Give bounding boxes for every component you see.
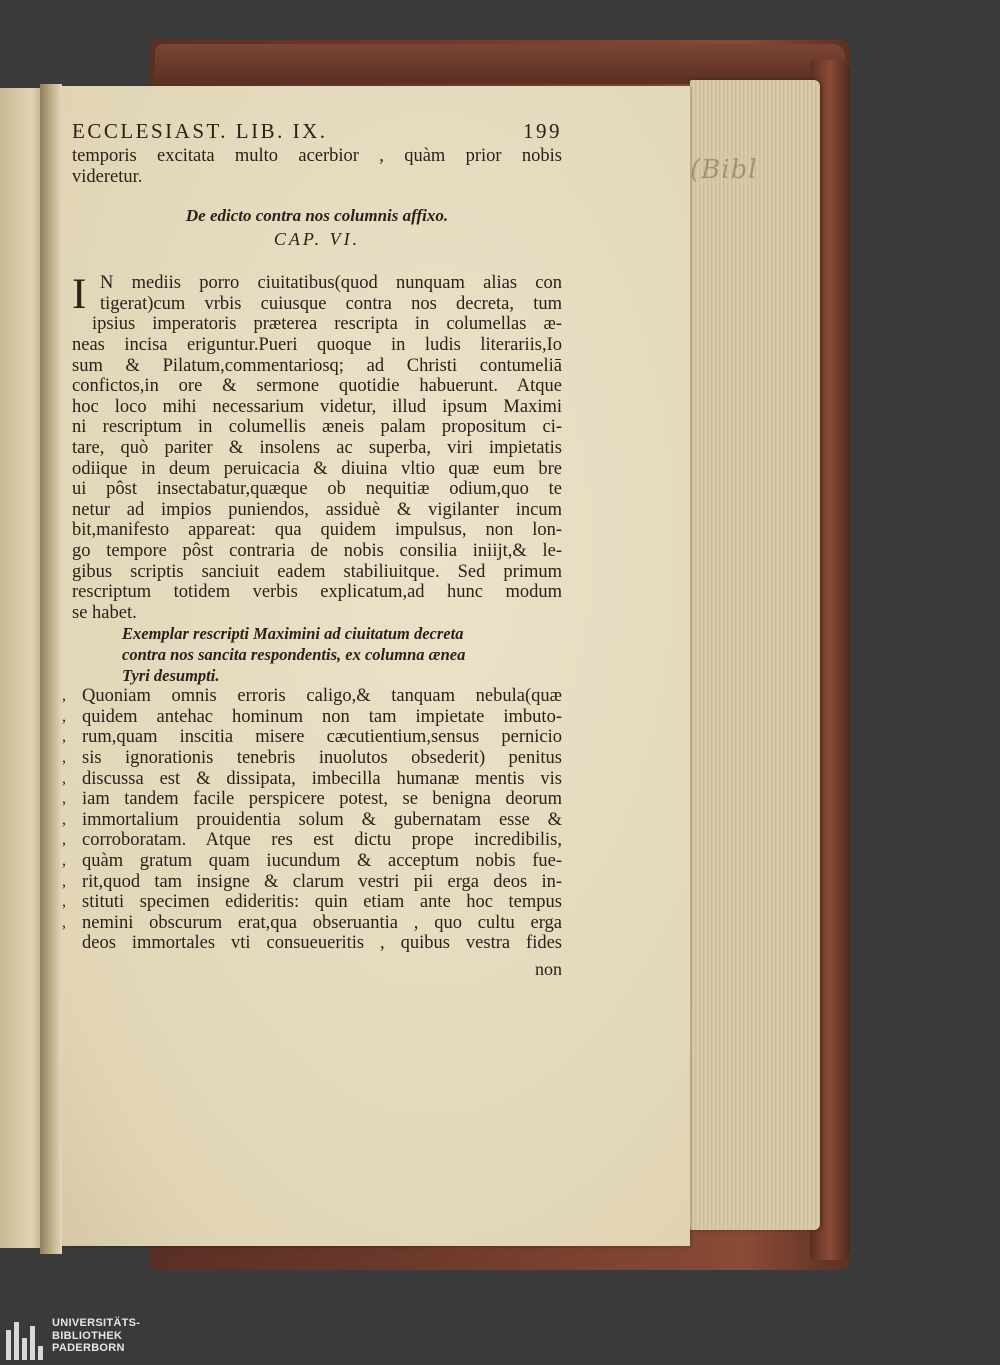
text-line: videretur. (72, 166, 143, 187)
text-line: go tempore pôst contraria de nobis consilia iniijt,& le- (72, 540, 562, 561)
excerpt-title-line: Exemplar rescripti Maximini ad ciuitatum decreta (122, 624, 464, 644)
text-line: sum & Pilatum,commentariosq; ad Christi contumeliā (72, 355, 562, 376)
text-line: tare, quò pariter & insolens ac superba, viri impietatis (72, 437, 562, 458)
text-line: sis ignorationis tenebris inuolutos obsederit) penitus (82, 748, 562, 769)
margin-handwriting: (Bibl (690, 155, 758, 185)
running-head-title: ECCLESIAST. LIB. IX. (72, 119, 328, 143)
chapter-heading: De edicto contra nos columnis affixo. (185, 206, 449, 226)
text-line: rescriptum totidem verbis explicatum,ad hunc modum (72, 582, 562, 603)
text-line: confictos,in ore & sermone quotidie habuerunt. Atque (72, 376, 562, 397)
text-line: tigerat)cum vrbis cuiusque contra nos decreta, tum (100, 293, 562, 314)
excerpt-title-line: contra nos sancita respondentis, ex columna ænea (122, 645, 466, 665)
text-line: odiique in deum peruicacia & diuina vltio quæ eum bre (72, 458, 562, 479)
quote-mark: , (62, 749, 66, 767)
text-line: ni rescriptum in columellis æneis palam propositum ci- (72, 417, 562, 438)
text-line: quàm gratum quam iucundum & acceptum nobis fue- (82, 851, 562, 872)
page-gutter (40, 84, 62, 1254)
text-line: nemini obscurum erat,qua obseruantia , quo cultu erga (82, 912, 562, 933)
text-line: rit,quod tam insigne & clarum vestri pii erga deos in- (82, 871, 562, 892)
text-line: ui pôst insectabatur,quæque ob nequitiæ odium,quo te (72, 479, 562, 500)
text-line: N mediis porro ciuitatibus(quod nunquam alias con (100, 273, 562, 294)
text-line: quidem antehac hominum non tam impietate imbuto- (82, 706, 562, 727)
running-head (72, 116, 562, 146)
quote-mark: , (62, 893, 66, 911)
library-name-line: BIBLIOTHEK (52, 1329, 123, 1342)
text-line: immortalium prouidentia solum & gubernatam esse & (82, 809, 562, 830)
paragraph (72, 273, 562, 623)
library-name (52, 1317, 140, 1355)
page-stack (690, 80, 820, 1230)
text-line: corroboratam. Atque res est dictu prope incredibilis, (82, 830, 562, 851)
quote-mark: , (62, 707, 66, 725)
text-line: bit,manifesto appareat: qua quidem impulsus, non lon- (72, 520, 562, 541)
page-text (62, 116, 562, 980)
library-name-line: UNIVERSITÄTS- (52, 1317, 141, 1329)
page-number: 199 (523, 119, 562, 143)
library-name-line: PADERBORN (52, 1342, 125, 1354)
quote-mark: , (62, 913, 66, 931)
drop-cap: I (72, 271, 87, 319)
quote-mark: , (62, 728, 66, 746)
text-line: rum,quam inscitia misere cæcutientium,sensus pernicio (82, 727, 562, 748)
footer-bar (0, 1315, 1000, 1365)
quote-mark: , (62, 831, 66, 849)
quote-mark: , (62, 790, 66, 808)
text-line: netur ad impios puniendos, assiduè & vigilanter incum (72, 499, 562, 520)
quote-mark: , (62, 687, 66, 705)
text-line: gibus scriptis sanciuit eadem stabiliuitque. Sed primum (72, 561, 562, 582)
text-line: Quoniam omnis erroris caligo,& tanquam nebula(quæ (82, 686, 562, 707)
text-line: se habet. (72, 602, 137, 623)
library-logo-icon (6, 1318, 46, 1360)
quoted-rescript (62, 686, 562, 954)
book-cover-top (155, 44, 845, 84)
previous-page-edge (0, 88, 45, 1248)
text-line: iam tandem facile perspicere potest, se benigna deorum (82, 789, 562, 810)
quote-mark: , (62, 852, 66, 870)
quote-mark: , (62, 769, 66, 787)
excerpt-title-line: Tyri desumpti. (122, 666, 220, 686)
quote-mark: , (62, 872, 66, 890)
text-line: discussa est & dissipata, imbecilla humanæ mentis vis (82, 768, 562, 789)
text-line: hoc loco mihi necessarium videtur, illud ipsum Maximi (72, 396, 562, 417)
text-line: temporis excitata multo acerbior , quàm prior nobis (72, 146, 562, 166)
chapter-number: CAP. VI. (273, 229, 361, 250)
text-line: stituti specimen edideritis: quin etiam ante hoc tempus (82, 892, 562, 913)
text-line: neas incisa eriguntur.Pueri quoque in ludis literariis,Io (72, 334, 562, 355)
quote-mark: , (62, 810, 66, 828)
catchword: non (535, 959, 562, 979)
text-line: ipsius imperatoris præterea rescripta in columellas æ- (92, 314, 562, 335)
text-line: deos immortales vti consueueritis , quibus vestra fides (82, 933, 562, 954)
